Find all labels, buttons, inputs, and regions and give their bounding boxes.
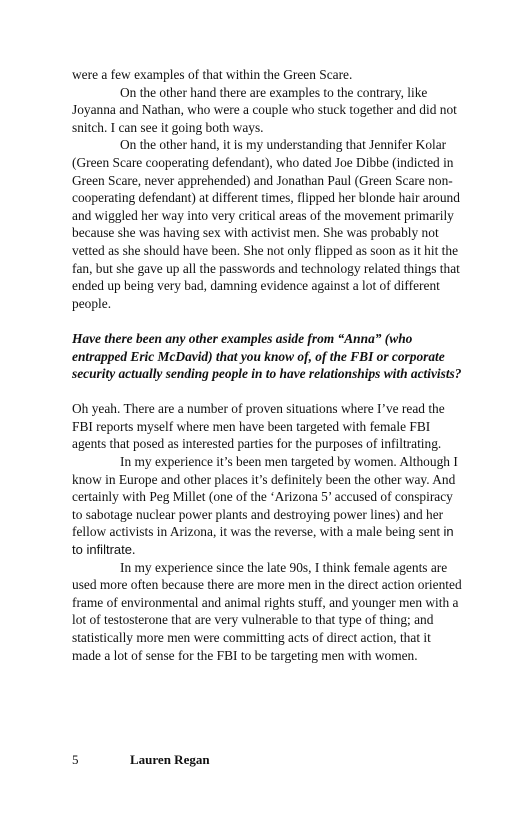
answer-text-sans: in to infiltrate: [72, 524, 454, 558]
interview-question: Have there been any other examples aside from “Anna” (who entrapped Eric McDavid) that you know of, of the FBI or corporate security actually sending people in to have relationships with activists?: [72, 330, 462, 382]
answer-paragraph: In my experience since the late 90s, I think female agents are used more often because there are more men in the direct action oriented frame of environmental and animal rights stuff, and younger men with a lot of testosterone that are very vulnerable to that type of thing; and statistically more men were committing acts of direct action, that it made a lot of sense for the FBI to be targeting men with women.: [72, 559, 462, 663]
paragraph: On the other hand there are examples to the contrary, like Joyanna and Nathan, who were a couple who stuck together and did not snitch. I can see it going both ways.: [72, 84, 457, 135]
answer-text: In my experience it’s been men targeted by women. Although I know in Europe and other places it’s definitely been the other way. And certainly with Peg Millet (one of the ‘Arizona 5’ accused of conspiracy to sabotage nuclear power plants and destroying power lines) and her fellow activists in Arizona, it was the reverse, with a male being sent: [72, 454, 458, 540]
page-number: 5: [72, 752, 79, 767]
running-author: Lauren Regan: [130, 752, 210, 767]
paragraph-gap: [72, 312, 462, 330]
paragraph: On the other hand, it is my understanding that Jennifer Kolar (Green Scare cooperating defendant), who dated Joe Dibbe (indicted in Green Scare, never apprehended) and Jonathan Paul (Green Scare non-cooperating defendant) at different times, flipped her blonde hair around and wiggled her way into very critical areas of the movement primarily because she was having sex with activist men. She was probably not vetted as she should have been. She not only flipped as soon as it hit the fan, but she gave up all the passwords and technology related things that ended up being very bad, damning evidence against a lot of different people.: [72, 137, 460, 311]
answer-text-end: .: [131, 542, 136, 558]
paragraph: were a few examples of that within the Green Scare.: [72, 67, 353, 82]
answer-paragraph: Oh yeah. There are a number of proven situations where I’ve read the FBI reports myself where men have been targeted with female FBI agents that posed as interested parties for the purposes of infiltrating.: [72, 401, 445, 452]
answer-paragraph: [72, 453, 462, 559]
body-text: [72, 66, 462, 664]
paragraph-gap: [72, 383, 462, 401]
page-footer: [72, 751, 462, 768]
